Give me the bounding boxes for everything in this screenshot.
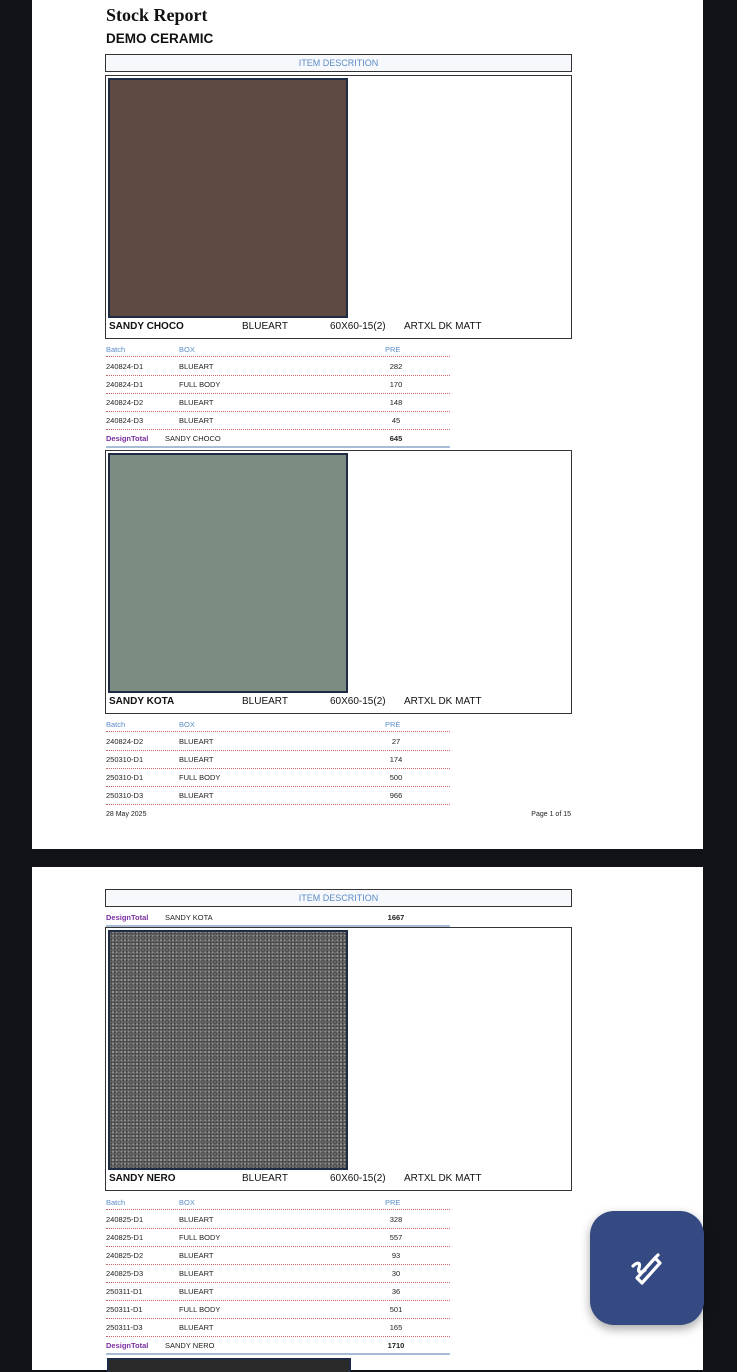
item-card-sandy-nero — [105, 927, 572, 1191]
row-box: FULL BODY — [179, 1305, 221, 1314]
row-batch: 250310-D1 — [106, 755, 144, 764]
design-total-name: SANDY CHOCO — [165, 434, 221, 443]
item-name: SANDY CHOCO — [109, 321, 184, 332]
row-box: BLUEART — [179, 1323, 214, 1332]
company-name: DEMO CERAMIC — [106, 31, 214, 46]
row-box: BLUEART — [179, 791, 214, 800]
report-page-1 — [32, 0, 703, 849]
row-pre: 93 — [391, 1251, 401, 1260]
row-pre: 557 — [389, 1233, 403, 1242]
item-info — [109, 696, 569, 710]
row-pre: 501 — [389, 1305, 403, 1314]
row-pre: 165 — [389, 1323, 403, 1332]
row-pre: 45 — [391, 416, 401, 425]
item-name: SANDY KOTA — [109, 696, 175, 707]
row-pre: 500 — [389, 773, 403, 782]
table-row — [106, 1264, 450, 1283]
table-row — [106, 1246, 450, 1265]
footer-page-number: Page 1 of 15 — [531, 811, 571, 818]
design-total-label: DesignTotal — [106, 913, 149, 922]
table-row — [106, 357, 450, 376]
grid-header — [106, 342, 450, 357]
row-batch: 250311-D1 — [106, 1287, 143, 1296]
grid-header — [106, 1195, 450, 1210]
row-box: BLUEART — [179, 398, 214, 407]
table-row — [106, 393, 450, 412]
row-pre: 174 — [389, 755, 403, 764]
table-row — [106, 750, 450, 769]
table-row — [106, 732, 450, 751]
row-batch: 240824-D1 — [106, 380, 144, 389]
row-batch: 240824-D3 — [106, 416, 144, 425]
table-row — [106, 1282, 450, 1301]
table-row — [106, 1318, 450, 1337]
row-box: BLUEART — [179, 362, 214, 371]
row-box: FULL BODY — [179, 1233, 221, 1242]
row-box: BLUEART — [179, 755, 214, 764]
item-description-header: ITEM DESCRITION — [105, 54, 572, 72]
row-pre: 966 — [389, 791, 403, 800]
row-pre: 30 — [391, 1269, 401, 1278]
col-pre: PRE — [385, 1198, 401, 1207]
row-box: BLUEART — [179, 1215, 214, 1224]
item-finish: ARTXL DK MATT — [404, 321, 482, 332]
pen-edit-icon — [623, 1244, 671, 1292]
item-size: 60X60-15(2) — [330, 696, 386, 707]
row-batch: 240825-D2 — [106, 1251, 144, 1260]
design-total-name: SANDY NERO — [165, 1341, 215, 1350]
row-batch: 240824-D2 — [106, 737, 144, 746]
row-pre: 27 — [391, 737, 401, 746]
row-batch: 250311-D3 — [106, 1323, 143, 1332]
item-info — [109, 321, 569, 335]
item-card-sandy-choco — [105, 75, 572, 339]
col-pre: PRE — [385, 720, 401, 729]
row-batch: 240824-D1 — [106, 362, 144, 371]
item-info — [109, 1173, 569, 1187]
item-description-header: ITEM DESCRITION — [105, 889, 572, 907]
col-batch: Batch — [106, 345, 126, 354]
row-batch: 250310-D3 — [106, 791, 144, 800]
tile-image — [108, 453, 348, 693]
table-row — [106, 1228, 450, 1247]
col-batch: Batch — [106, 1198, 126, 1207]
col-box: BOX — [179, 1198, 195, 1207]
item-finish: ARTXL DK MATT — [404, 1173, 482, 1184]
item-size: 60X60-15(2) — [330, 1173, 386, 1184]
row-box: BLUEART — [179, 1251, 214, 1260]
row-batch: 250310-D1 — [106, 773, 144, 782]
item-size: 60X60-15(2) — [330, 321, 386, 332]
row-box: FULL BODY — [179, 380, 221, 389]
design-total-value: 1710 — [387, 1341, 405, 1350]
row-batch: 240825-D1 — [106, 1233, 144, 1242]
row-box: BLUEART — [179, 737, 214, 746]
design-total-row — [106, 1337, 450, 1355]
col-box: BOX — [179, 345, 195, 354]
item-finish: ARTXL DK MATT — [404, 696, 482, 707]
annotate-fab-button[interactable] — [590, 1211, 704, 1325]
design-total-row — [106, 909, 450, 927]
design-total-name: SANDY KOTA — [165, 913, 213, 922]
table-row — [106, 768, 450, 787]
design-total-row — [106, 430, 450, 448]
tile-image — [108, 930, 348, 1170]
table-row — [106, 1300, 450, 1319]
item-name: SANDY NERO — [109, 1173, 176, 1184]
row-box: FULL BODY — [179, 773, 221, 782]
row-pre: 170 — [389, 380, 403, 389]
row-box: BLUEART — [179, 1269, 214, 1278]
col-pre: PRE — [385, 345, 401, 354]
table-row — [106, 411, 450, 430]
design-total-label: DesignTotal — [106, 1341, 149, 1350]
row-pre: 148 — [389, 398, 403, 407]
design-total-label: DesignTotal — [106, 434, 149, 443]
design-total-value: 645 — [389, 434, 403, 443]
row-pre: 36 — [391, 1287, 401, 1296]
tile-image — [108, 78, 348, 318]
report-title: Stock Report — [106, 5, 208, 25]
table-row — [106, 375, 450, 394]
design-total-value: 1667 — [387, 913, 405, 922]
item-box: BLUEART — [242, 321, 288, 332]
item-box: BLUEART — [242, 1173, 288, 1184]
row-batch: 240824-D2 — [106, 398, 144, 407]
row-batch: 240825-D3 — [106, 1269, 144, 1278]
footer-date: 28 May 2025 — [106, 811, 147, 818]
row-pre: 282 — [389, 362, 403, 371]
col-batch: Batch — [106, 720, 126, 729]
row-box: BLUEART — [179, 1287, 214, 1296]
item-box: BLUEART — [242, 696, 288, 707]
table-row — [106, 1210, 450, 1229]
table-row — [106, 786, 450, 805]
row-pre: 328 — [389, 1215, 403, 1224]
col-box: BOX — [179, 720, 195, 729]
row-batch: 250311-D1 — [106, 1305, 143, 1314]
item-card-sandy-kota — [105, 450, 572, 714]
grid-header — [106, 717, 450, 732]
row-box: BLUEART — [179, 416, 214, 425]
row-batch: 240825-D1 — [106, 1215, 144, 1224]
